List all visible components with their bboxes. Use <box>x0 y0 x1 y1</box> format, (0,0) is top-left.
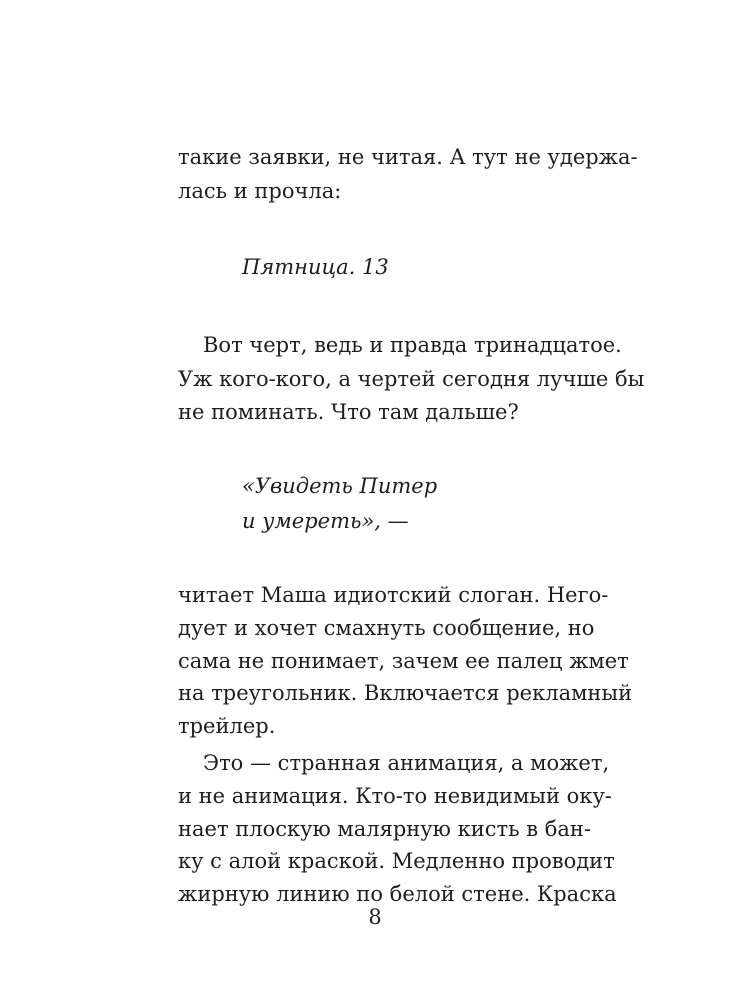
text-line: лась и прочла: <box>178 179 342 203</box>
text-line: жирную линию по белой стене. Краска <box>178 882 617 906</box>
text-line: такие заявки, не читая. А тут не удержа- <box>178 145 638 169</box>
text-line: и не анимация. Кто-то невидимый оку- <box>178 784 612 808</box>
text-line: Вот черт, ведь и правда тринадцатое. <box>203 333 622 357</box>
text-line: Это — странная анимация, а может, <box>203 751 610 775</box>
text-line: Уж кого-кого, а чертей сегодня лучше бы <box>178 367 645 391</box>
text-line: нает плоскую малярную кисть в бан- <box>178 817 591 841</box>
italic-heading: Пятница. 13 <box>242 255 389 279</box>
text-line: не поминать. Что там дальше? <box>178 400 519 424</box>
quote-line: и умереть», — <box>242 509 409 533</box>
quote-line: «Увидеть Питер <box>242 474 438 498</box>
text-line: дует и хочет смахнуть сообщение, но <box>178 616 595 640</box>
page-number: 8 <box>368 905 382 929</box>
text-line: ку с алой краской. Медленно проводит <box>178 849 615 873</box>
text-line: трейлер. <box>178 714 276 738</box>
text-line: сама не понимает, зачем ее палец жмет <box>178 649 629 673</box>
text-line: читает Маша идиотский слоган. Него- <box>178 583 609 607</box>
text-line: на треугольник. Включается рекламный <box>178 681 633 705</box>
